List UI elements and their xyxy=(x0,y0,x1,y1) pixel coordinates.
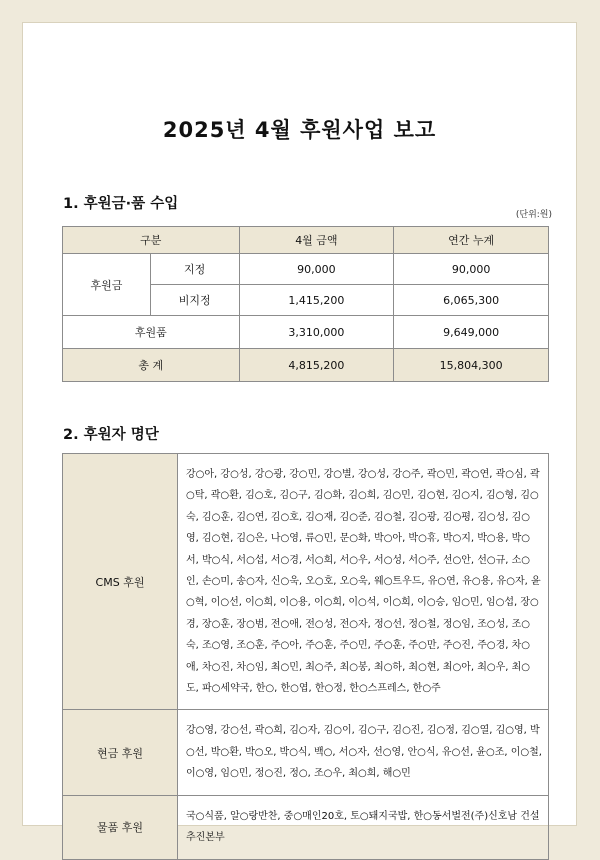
donor-category-label: 현금 후원 xyxy=(63,710,178,795)
total-annual-value: 15,804,300 xyxy=(394,349,549,382)
row-april-value: 90,000 xyxy=(239,254,394,285)
donor-names: 강○아, 강○성, 강○광, 강○민, 강○별, 강○성, 강○주, 곽○민, 곽○연, 곽○심, 곽○탁, 곽○환, 김○호, 김○구, 김○화, 김○희, 김○민, 김○현, 김○지, 김○형, 김○숙, 김○훈, 김○연, 김○호, 김○재, 김○준, 김○철, 김○광, 김○평, 김○성, 김○영, 김○현, 김○은, 나○영, 류○민, 문○화, 박○아, 박○휴, 박○지, 박○용, 박○서, 박○식, 서○섭, 서○경, 서○희, 서○우, 서○성, 서○주, 선○안, 선○규, 소○인, 손○미, 송○자, 신○욱, 오○호, 오○욱, 웨○트우드, 유○연, 유○용, 유○자, 윤○혁, 이○선, 이○희, 이○용, 이○희, 이○석, 이○희, 이○승, 임○민, 임○섭, 장○경, 장○훈, 장○범, 전○애, 전○성, 전○자, 정○선, 정○철, 정○임, 조○성, 조○숙, 조○영, 조○훈, 주○아, 주○훈, 주○민, 주○훈, 주○만, 주○진, 주○경, 차○애, 차○진, 차○임, 최○민, 최○주, 최○봉, 최○하, 최○현, 최○아, 최○우, 최○도, 파○세약국, 한○, 한○엽, 한○정, 한○스프레스, 한○주 xyxy=(178,454,549,710)
header-annual-total: 연간 누계 xyxy=(394,227,549,254)
table-row-total xyxy=(63,349,549,382)
table-row-goods xyxy=(63,316,549,349)
goods-annual-value: 9,649,000 xyxy=(394,316,549,349)
row-annual-value: 6,065,300 xyxy=(394,285,549,316)
goods-april-value: 3,310,000 xyxy=(239,316,394,349)
section-1-heading: 1. 후원금·품 수입 xyxy=(63,196,179,212)
donor-names: 국○식품, 알○랑반찬, 중○매인20호, 토○돼지국밥, 한○동서벌전(주)신호남 건설추진본부 xyxy=(178,795,549,859)
header-category: 구분 xyxy=(63,227,240,254)
donor-row-cms xyxy=(63,454,549,710)
donor-list-table xyxy=(62,453,549,860)
goods-label: 후원품 xyxy=(63,316,240,349)
donor-row-cash xyxy=(63,710,549,795)
income-table xyxy=(62,226,549,382)
row-sub-label: 지정 xyxy=(150,254,239,285)
section-2-heading: 2. 후원자 명단 xyxy=(63,427,159,443)
donor-category-label: 물품 후원 xyxy=(63,795,178,859)
unit-label: (단위:원) xyxy=(515,210,552,220)
row-annual-value: 90,000 xyxy=(394,254,549,285)
group-label-donation: 후원금 xyxy=(63,254,151,316)
total-april-value: 4,815,200 xyxy=(239,349,394,382)
row-april-value: 1,415,200 xyxy=(239,285,394,316)
total-label: 총 계 xyxy=(63,349,240,382)
income-table-header xyxy=(63,227,549,254)
header-april-amount: 4월 금액 xyxy=(239,227,394,254)
document-page xyxy=(22,22,577,844)
table-row xyxy=(63,254,549,285)
row-sub-label: 비지정 xyxy=(150,285,239,316)
donor-names: 강○영, 강○선, 곽○희, 김○자, 김○이, 김○구, 김○진, 김○정, 김○열, 김○영, 박○선, 박○환, 박○오, 박○식, 백○, 서○자, 선○영, 안○식, 유○선, 윤○조, 이○철, 이○영, 임○민, 정○진, 정○, 조○우, 최○희, 해○민 xyxy=(178,710,549,795)
donor-category-label: CMS 후원 xyxy=(63,454,178,710)
donor-row-goods xyxy=(63,795,549,859)
page-title: 2025년 4월 후원사업 보고 xyxy=(162,118,437,142)
